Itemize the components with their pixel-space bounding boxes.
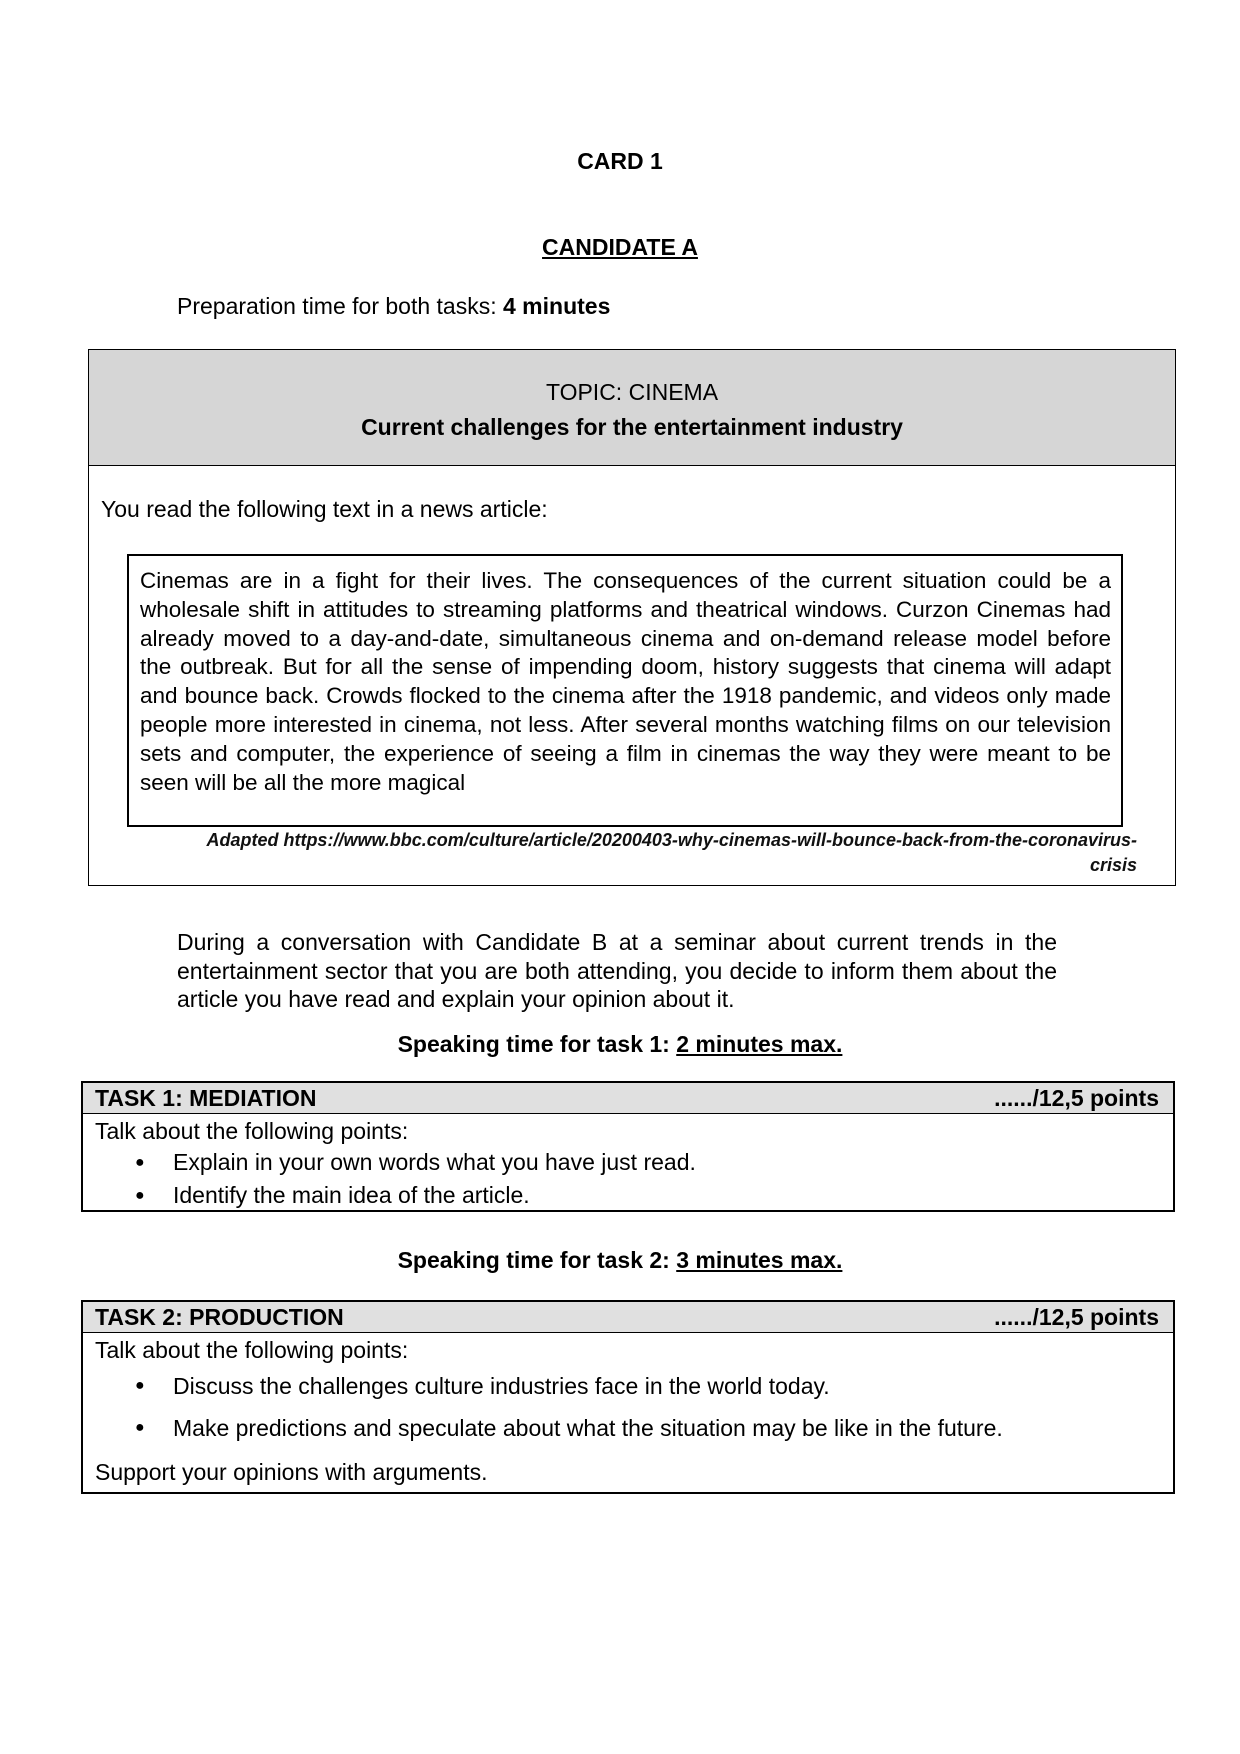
list-item <box>95 1365 1161 1407</box>
preparation-time <box>177 293 610 320</box>
task1-header <box>83 1083 1173 1114</box>
task1-body <box>83 1114 1173 1212</box>
bullet-icon: ● <box>135 1377 145 1394</box>
task2-title: TASK 2: PRODUCTION <box>95 1303 344 1330</box>
topic-header <box>89 350 1175 466</box>
speaking-time-value: 2 minutes max. <box>676 1031 843 1057</box>
situation-text: During a conversation with Candidate B at a seminar about current trends in the entertainment sector that you are both attending, you decide to inform them about the article you have read and explain your opinion about it. <box>177 929 1057 1012</box>
preparation-label: Preparation time for both tasks: <box>177 293 503 319</box>
bullet-text: Explain in your own words what you have just read. <box>173 1149 696 1175</box>
task2-body <box>83 1333 1173 1487</box>
speaking-time-label: Speaking time for task 2: <box>397 1247 677 1273</box>
task1-box <box>81 1081 1175 1212</box>
task2-points: ....../12,5 points <box>994 1303 1159 1330</box>
bullet-text: Make predictions and speculate about what the situation may be like in the future. <box>173 1414 1003 1441</box>
speaking-time-task1 <box>0 1031 1240 1058</box>
bullet-icon: ● <box>135 1153 145 1171</box>
task2-box <box>81 1300 1175 1494</box>
candidate-label: CANDIDATE A <box>542 234 698 260</box>
speaking-time-value: 3 minutes max. <box>676 1247 843 1273</box>
card-title: CARD 1 <box>577 148 663 174</box>
preparation-value: 4 minutes <box>503 293 611 319</box>
task1-title: TASK 1: MEDIATION <box>95 1084 317 1111</box>
task1-intro: Talk about the following points: <box>95 1118 409 1144</box>
candidate-heading <box>0 234 1240 261</box>
task2-support: Support your opinions with arguments. <box>95 1459 488 1485</box>
topic-title: TOPIC: CINEMA <box>545 379 719 405</box>
bullet-text: Discuss the challenges culture industries face in the world today. <box>173 1372 830 1399</box>
list-item <box>95 1146 1161 1179</box>
task2-header <box>83 1302 1173 1333</box>
bullet-text: Identify the main idea of the article. <box>173 1182 530 1208</box>
article-source <box>137 828 1137 878</box>
article-text: Cinemas are in a fight for their lives. The consequences of the current situation could be a wholesale shift in attitudes to streaming platforms and theatrical windows. Curzon Cinemas had already moved to a day-and-date, simultaneous cinema and on-demand release model before the outbreak. But for all the sense of impending doom, history suggests that cinema will adapt and bounce back. Crowds flocked to the cinema after the 1918 pandemic, and videos only made people more interested in cinema, not less. After several months watching films on our television sets and computer, the experience of seeing a film in cinemas the way they were meant to be seen will be all the more magical <box>127 554 1123 827</box>
speaking-time-task2 <box>0 1247 1240 1274</box>
topic-subtitle: Current challenges for the entertainment industry <box>361 414 903 440</box>
bullet-icon: ● <box>135 1419 145 1436</box>
topic-box <box>88 349 1176 886</box>
task1-points: ....../12,5 points <box>994 1084 1159 1111</box>
list-item <box>95 1179 1161 1212</box>
article-intro: You read the following text in a news article: <box>101 496 548 522</box>
source-line-2: crisis <box>1089 855 1137 875</box>
speaking-time-label: Speaking time for task 1: <box>397 1031 677 1057</box>
list-item <box>95 1407 1161 1449</box>
source-line-1: Adapted https://www.bbc.com/culture/article/20200403-why-cinemas-will-bounce-back-from-the-coronavirus- <box>206 830 1137 850</box>
task2-intro: Talk about the following points: <box>95 1337 409 1363</box>
bullet-icon: ● <box>135 1186 145 1204</box>
